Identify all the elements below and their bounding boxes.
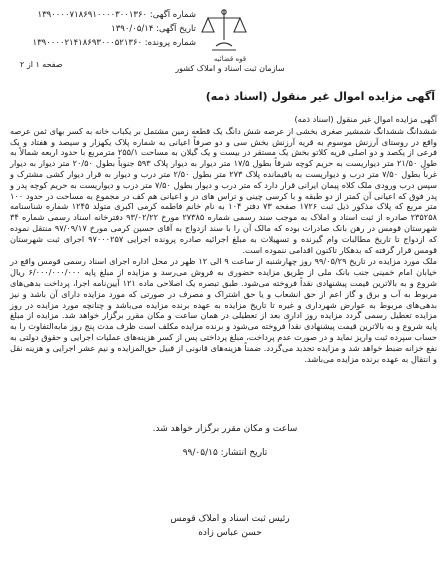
org-sub-label: قوه قضائیه bbox=[213, 55, 247, 63]
page-number: صفحه ۱ از ۲ bbox=[20, 60, 63, 69]
signatory-name: حسن عباس زاده bbox=[198, 528, 262, 538]
file-number: شماره پرونده: ۱۳۹۰۰۰۰۲۱۴۱۸۶۹۳۰۰۰۵۲۱۳۶۰ bbox=[32, 38, 196, 48]
closing-line: ساعت و مکان مقرر برگزار خواهد شد. bbox=[152, 424, 298, 434]
signature-block bbox=[120, 512, 340, 540]
document-body bbox=[10, 114, 437, 365]
org-name-block bbox=[150, 54, 310, 74]
publish-date: تاریخ انتشار: ۹۹/۰۵/۱۵ bbox=[182, 448, 268, 458]
signatory-role: رئیس ثبت اسناد و املاک قومس bbox=[170, 514, 290, 524]
ad-number: شماره آگهی: ۱۳۹۰۰۰۰۷۱۸۶۹۱۰۰۰۰۳۰۰۱۳۶۰ bbox=[37, 10, 196, 20]
body-paragraph-auction-terms: ملک مورد مزایده در تاریخ ۹۹/۰۵/۲۹ روز چهارشنبه از ساعت ۹ الی ۱۲ ظهر در محل اداره اجرای اسناد رسمی قومس واقع در خیابان امام خمینی جنب بانک ملی از طریق مزایده حضوری به فروش می‌رسد و مزایده از مبلغ پایه ۶/۰۰۰/۰۰۰/۰۰۰ ریال شروع و به بالاترین قیمت پیشنهادی نقداً فروخته می‌شود. طبق تبصره یک اصلاحی ماده ۱۲۱ آیین‌نامه اجرا، پرداخت بدهی‌های مربوط به آب و برق و گاز اعم از حق انشعاب و یا حق اشتراک و مصرف در صورتی که مورد مزایده دارای آن باشد و نیز بدهی‌های مربوط به عوارض شهرداری و غیره تا تاریخ مزایده به عهده برنده مزایده می‌باشد و چنانچه مورد مزایده در روز مزایده تعطیل رسمی گردد مزایده روز اداری بعد از تعطیلی در همان ساعت و مکان مقرر برگزار خواهد شد. مزایده از مبلغ پایه شروع و به بالاترین قیمت پیشنهادی نقداً فروخته می‌شود و برنده مزایده مکلف است ظرف مدت پنج روز مابه‌التفاوت را به حساب سپرده ثبت واریز نماید و در صورت عدم پرداخت، مبلغ پرداختی پس از کسر هزینه‌های عملیات اجرایی و حقوق دولتی به نفع خزانه ضبط خواهد شد و مزایده تجدید می‌گردد. ضمناً هزینه‌های قانونی از قبیل حق‌المزایده و نیم عشر اجرایی و هزینه نقل و انتقال به عهده برنده مزایده می‌باشد. bbox=[10, 256, 438, 364]
reference-block bbox=[6, 8, 196, 50]
footer-block bbox=[60, 422, 390, 470]
judiciary-emblem-icon bbox=[196, 6, 252, 54]
document-title: آگهی مزایده اموال غیر منقول (اسناد ذمه) bbox=[205, 90, 435, 103]
ad-date: تاریخ آگهی: ۱۳۹۰/۰۵/۱۴ bbox=[111, 24, 196, 34]
body-paragraph-heading: آگهی مزایده اموال غیر منقول (اسناد ذمه) bbox=[294, 114, 437, 124]
body-paragraph-property: ششدانگ ششدانگ شمشیر صغری بخشی از عرصه شش دانگ یک قطعه زمین مشتمل بر یکباب خانه به کسر بهای ثمن عرصه واقع در روستای آرزنش موسوم به قریه آرزنش بخش سی و دو صرفاً اعیانی به شماره پلاک یکهزار و سیصد و هفتاد و یک فرعی از یکصد و دو اصلی قریه کلاتو بخش یک مستقر در بیست و یک گیلان به مساحت ۲۵۵/۱ مترمربع با حدود اربعه شمالاً به طول ۲۱/۵۰ متر دیواریست به حریم کوچه شرقاً بطول ۱۷/۵ متر دیوار به دیوار پلاک ۵۹۳ جنوباً بطول ۲۰/۵۰ متر دیوار به دیوار غرباً بطول ۷/۵۰ متر درب و دیواریست به باقیمانده پلاک ۲۷۳ متر بطول ۲/۵۰ متر درب و دیوار به قرار دیوار کشی مشترک و سپس درب ورودی ملک کلاه پیمان ایرانی قرار دارد که متر درب و دیوار بطول ۷/۵۰ متر درب و دیواریست به حریم کوچه پدر و پدر فوق که اعیانی آن کمتر از دو طبقه و با کرسی چینی و تراس های در و اعیانی هم کف در مجموع به مساحت در حدود ۱۰۰ متر مربع که پلاک مذکور ذیل ثبت ۱۷۲۶ صفحه ۷۳ دفتر ۱۰۴ به نام خانم فاطمه کرمی اکبری متولد ۱۲۴۵ شماره شناسنامه ۲۳۵۲۵۸ صادره از ثبت اسناد و املاک به موجب سند رسمی شماره ۲۷۳۸۵ مورخ ۹۳/۰۲/۲۲ دفترخانه اسناد رسمی شماره ۳۴ شهرستان قومس در رهن بانک صادرات بوده که مالک آن را با سند ازدواج به آقای حسین کرمی مورخ ۹۷/۰۹/۱۷ منتقل نموده که ازدواج تا تاریخ مطالبات وام گیرنده و تسهیلات به مبلغ اجرائیه صادره پرونده اجرایی ۹۷۰۰۰۲۵۷ اجرای ثبت شهرستان قومس قرار گرفته که بدهکار تاکنون اقدامی ننموده است. bbox=[10, 125, 438, 255]
org-name: سازمان ثبت اسناد و املاک کشور bbox=[175, 64, 285, 73]
